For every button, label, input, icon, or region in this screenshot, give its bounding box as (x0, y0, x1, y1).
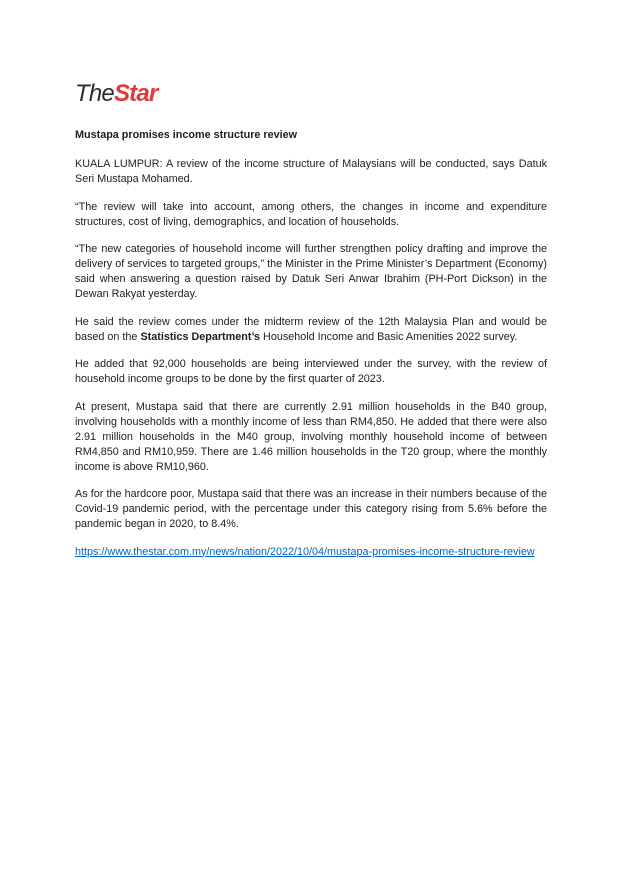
article-paragraph-income-groups: At present, Mustapa said that there are currently 2.91 million households in the B40 group, involving households with a monthly income of less than RM4,850. He added that there were also 2.91 million households in the M40 group, involving monthly household income of between RM4,850 and RM10,959. There are 1.46 million households in the T20 group, where the monthly income is above RM10,960. (75, 400, 547, 473)
article-paragraph-survey: He added that 92,000 households are being interviewed under the survey, with the review of household income groups to be done by the first quarter of 2023. (75, 358, 547, 385)
paragraph-segment: He said the review comes under the midterm review of the 12th Malaysia Plan and would be based on the (75, 315, 547, 343)
article-paragraph-lead: KUALA LUMPUR: A review of the income structure of Malaysians will be conducted, says Datuk Seri Mustapa Mohamed. (75, 158, 547, 185)
article-headline: Mustapa promises income structure review (75, 129, 298, 141)
article-paragraph-hardcore-poor: As for the hardcore poor, Mustapa said that there was an increase in their numbers because of the Covid-19 pandemic period, with the percentage under this category rising from 5.6% before the pandemic began in 2020, to 8.4%. (75, 488, 547, 530)
paragraph-segment-bold: Statistics Department’s (140, 330, 261, 343)
thestar-logo (75, 82, 547, 106)
article-paragraph-quote1: “The review will take into account, among others, the changes in income and expenditure structures, cost of living, demographics, and location of households. (75, 200, 547, 228)
article-paragraph-midterm-review (75, 315, 547, 345)
source-link-row (75, 545, 547, 560)
article-paragraph-quote2: “The new categories of household income will further strengthen policy drafting and improve the delivery of services to targeted groups,” the Minister in the Prime Minister’s Department (Economy) said when answering a question raised by Datuk Seri Anwar Ibrahim (PH-Port Dickson) in the Dewan Rakyat yesterday. (75, 243, 547, 300)
source-url-link[interactable]: https://www.thestar.com.my/news/nation/2022/10/04/mustapa-promises-income-structure-review (75, 545, 535, 558)
paragraph-segment: Household Income and Basic Amenities 2022 survey. (260, 330, 518, 343)
logo-text-star: Star (113, 80, 158, 107)
logo-text-the: The (75, 80, 114, 107)
